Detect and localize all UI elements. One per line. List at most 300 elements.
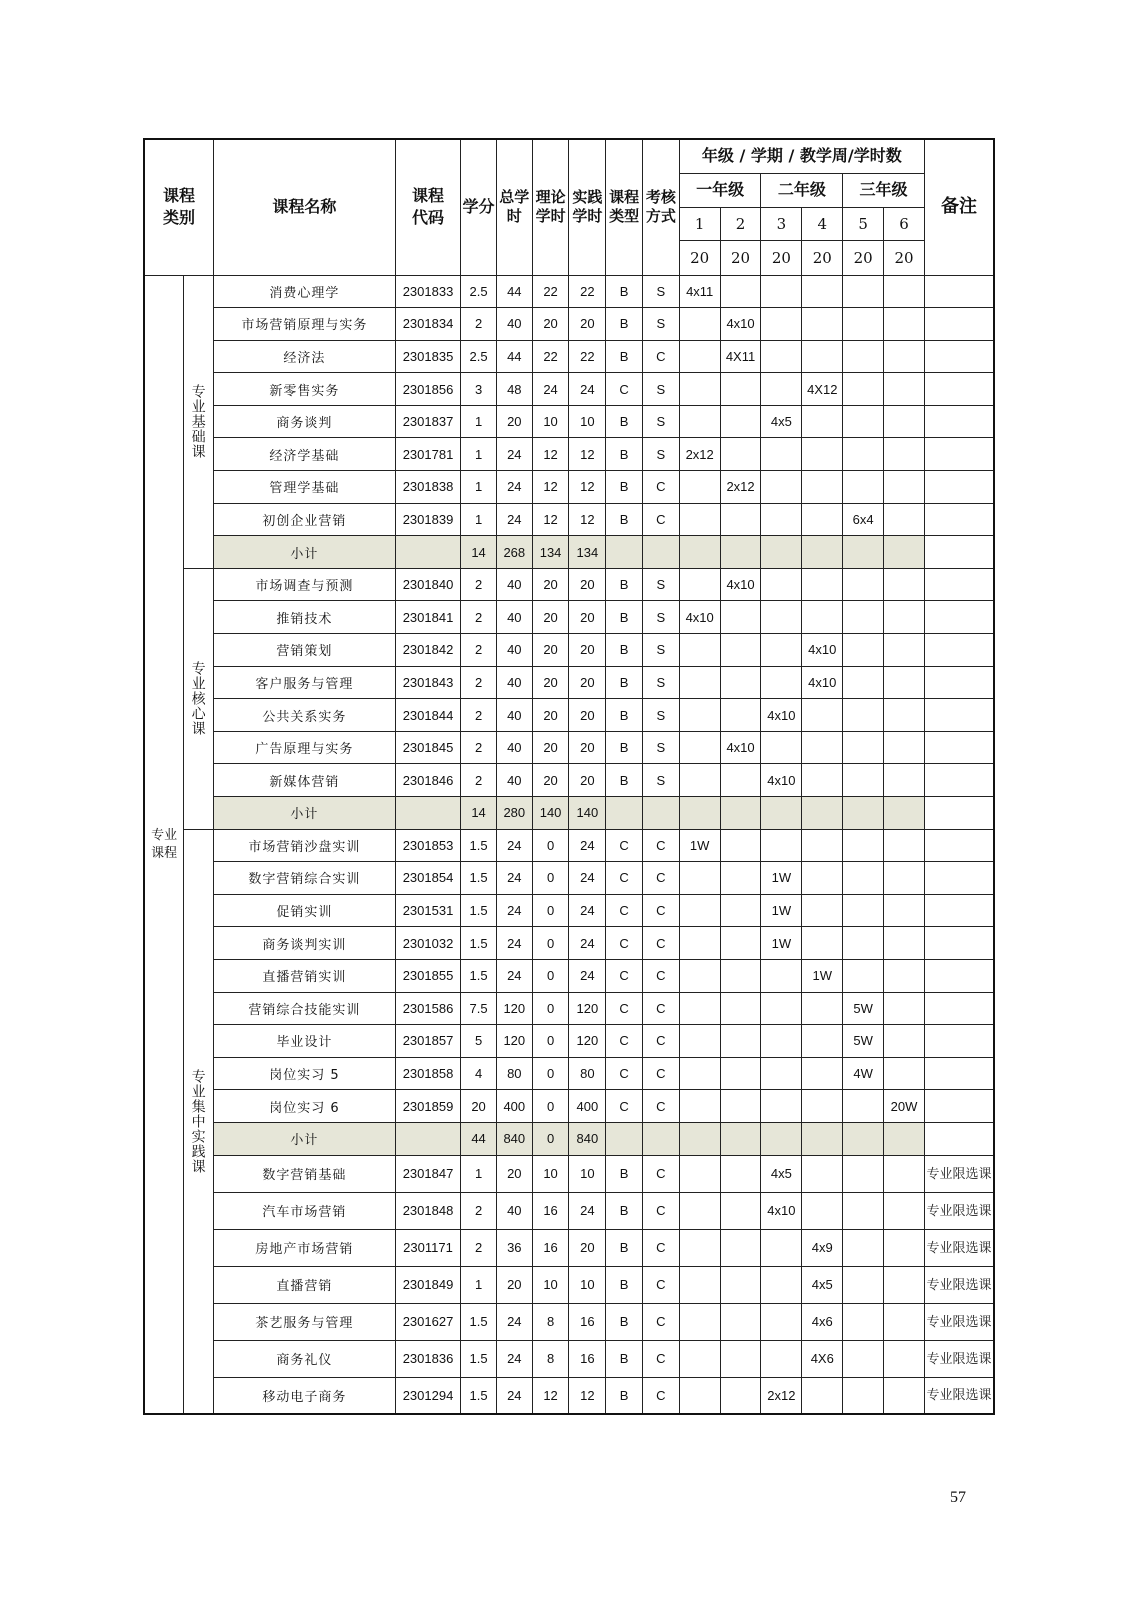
course-name: 商务礼仪 [213,1340,395,1377]
table-row [144,829,994,862]
table-row [144,1340,994,1377]
semester-hours [720,894,761,927]
semester-hours [761,1266,802,1303]
course-practice-hours: 20 [569,764,606,797]
semester-hours: 4x10 [802,666,843,699]
semester-hours [761,471,802,504]
course-type: C [606,829,643,862]
course-assessment: C [642,1090,679,1123]
subtotal-label: 小计 [213,1122,395,1155]
course-remark [924,666,994,699]
course-practice-hours: 400 [569,1090,606,1123]
table-row [144,1025,994,1058]
semester-hours [884,373,925,406]
header-row-1 [144,139,994,173]
semester-hours [720,1377,761,1414]
course-assessment: S [642,405,679,438]
course-theory-hours: 0 [532,992,569,1025]
course-credit: 2 [461,308,497,341]
table-row [144,405,994,438]
subtotal-practice-hours: 134 [569,536,606,569]
semester-hours [843,894,884,927]
course-total-hours: 24 [496,959,532,992]
semester-hours [884,1266,925,1303]
course-remark [924,894,994,927]
course-code: 2301856 [395,373,460,406]
course-type: B [606,340,643,373]
course-assessment: S [642,666,679,699]
semester-hours [843,634,884,667]
course-theory-hours: 12 [532,503,569,536]
course-total-hours: 40 [496,731,532,764]
course-theory-hours: 22 [532,275,569,308]
course-type: B [606,1229,643,1266]
page-number: 57 [950,1489,966,1506]
course-total-hours: 40 [496,699,532,732]
semester-hours [679,1229,720,1266]
subtotal-row [144,797,994,830]
course-name: 市场营销沙盘实训 [213,829,395,862]
subtotal-theory-hours: 134 [532,536,569,569]
semester-hours [843,308,884,341]
semester-hours [843,959,884,992]
semester-hours [884,862,925,895]
course-remark [924,829,994,862]
course-code: 2301833 [395,275,460,308]
semester-hours [679,862,720,895]
course-practice-hours: 20 [569,634,606,667]
header-schedule-title: 年级 / 学期 / 教学周/学时数 [679,139,924,173]
course-remark [924,568,994,601]
semester-hours [679,1057,720,1090]
subtotal-practice-hours: 140 [569,797,606,830]
course-total-hours: 80 [496,1057,532,1090]
course-practice-hours: 20 [569,308,606,341]
semester-hours: 4X12 [802,373,843,406]
semester-hours [761,666,802,699]
header-weeks: 20 [884,240,925,275]
semester-hours [884,308,925,341]
subtotal-theory-hours: 0 [532,1122,569,1155]
table-row [144,568,994,601]
course-code: 2301032 [395,927,460,960]
table-row [144,1266,994,1303]
subtotal-empty [802,1122,843,1155]
subtotal-code [395,797,460,830]
semester-hours [884,1057,925,1090]
course-type: B [606,275,643,308]
semester-hours [843,1377,884,1414]
outer-category: 专业 课程 [144,275,184,1414]
course-total-hours: 24 [496,471,532,504]
course-name: 岗位实习 6 [213,1090,395,1123]
course-total-hours: 24 [496,927,532,960]
semester-hours [884,992,925,1025]
semester-hours [679,340,720,373]
course-code: 2301841 [395,601,460,634]
course-remark [924,1057,994,1090]
course-theory-hours: 0 [532,862,569,895]
course-remark [924,373,994,406]
semester-hours [679,894,720,927]
course-credit: 1 [461,405,497,438]
course-assessment: C [642,1057,679,1090]
course-type: B [606,634,643,667]
course-practice-hours: 120 [569,992,606,1025]
header-semester: 1 [679,207,720,240]
semester-hours [884,731,925,764]
subtotal-empty [884,797,925,830]
semester-hours [720,862,761,895]
course-remark [924,862,994,895]
course-type: C [606,959,643,992]
course-credit: 2 [461,568,497,601]
header-semester: 5 [843,207,884,240]
course-remark [924,731,994,764]
semester-hours [884,699,925,732]
semester-hours [761,568,802,601]
course-practice-hours: 16 [569,1303,606,1340]
course-credit: 1 [461,1266,497,1303]
semester-hours: 4X6 [802,1340,843,1377]
semester-hours [802,471,843,504]
semester-hours [802,340,843,373]
course-assessment: C [642,1303,679,1340]
table-row [144,308,994,341]
course-assessment: C [642,503,679,536]
header-course-name: 课程名称 [213,139,395,275]
table-row [144,959,994,992]
semester-hours: 4x10 [761,1192,802,1229]
course-name: 广告原理与实务 [213,731,395,764]
course-practice-hours: 20 [569,1229,606,1266]
table-row [144,471,994,504]
semester-hours [720,1266,761,1303]
header-grade: 一年级 [679,173,761,207]
course-total-hours: 40 [496,634,532,667]
subtotal-credit: 44 [461,1122,497,1155]
semester-hours [802,1155,843,1192]
semester-hours [802,764,843,797]
semester-hours: 4x5 [761,1155,802,1192]
course-name: 移动电子商务 [213,1377,395,1414]
course-remark: 专业限选课 [924,1377,994,1414]
course-theory-hours: 12 [532,1377,569,1414]
semester-hours [761,438,802,471]
table-row [144,862,994,895]
semester-hours [843,405,884,438]
semester-hours: 1W [761,927,802,960]
semester-hours [843,1229,884,1266]
semester-hours [884,1155,925,1192]
semester-hours [720,405,761,438]
semester-hours [843,471,884,504]
course-type: B [606,568,643,601]
semester-hours [720,1192,761,1229]
course-remark [924,275,994,308]
semester-hours [761,275,802,308]
subtotal-total-hours: 840 [496,1122,532,1155]
semester-hours [679,308,720,341]
semester-hours [802,992,843,1025]
course-total-hours: 24 [496,1377,532,1414]
semester-hours: 4x10 [761,764,802,797]
subtotal-theory-hours: 140 [532,797,569,830]
semester-hours [802,862,843,895]
course-assessment: C [642,1192,679,1229]
semester-hours [761,992,802,1025]
course-theory-hours: 20 [532,699,569,732]
course-practice-hours: 24 [569,373,606,406]
header-theory-hours: 理论 学时 [532,139,569,275]
semester-hours: 5W [843,1025,884,1058]
header-practice-hours: 实践 学时 [569,139,606,275]
semester-hours [802,894,843,927]
course-type: B [606,666,643,699]
course-total-hours: 44 [496,340,532,373]
course-practice-hours: 10 [569,1155,606,1192]
group-category [184,568,214,829]
course-theory-hours: 0 [532,959,569,992]
course-code: 2301844 [395,699,460,732]
semester-hours [884,1229,925,1266]
course-name: 推销技术 [213,601,395,634]
course-practice-hours: 12 [569,503,606,536]
course-remark [924,927,994,960]
semester-hours: 5W [843,992,884,1025]
semester-hours [679,634,720,667]
course-remark [924,959,994,992]
course-practice-hours: 24 [569,862,606,895]
course-credit: 2 [461,764,497,797]
semester-hours: 4x6 [802,1303,843,1340]
course-name: 经济学基础 [213,438,395,471]
course-credit: 1.5 [461,1340,497,1377]
semester-hours [802,699,843,732]
semester-hours [843,275,884,308]
course-assessment: C [642,1025,679,1058]
table-row [144,1229,994,1266]
semester-hours: 4x10 [679,601,720,634]
course-type: B [606,1155,643,1192]
semester-hours [843,1303,884,1340]
semester-hours: 2x12 [679,438,720,471]
course-type: B [606,1340,643,1377]
course-total-hours: 40 [496,308,532,341]
group-category [184,829,214,1414]
semester-hours [884,1303,925,1340]
subtotal-empty [884,536,925,569]
course-credit: 2 [461,634,497,667]
header-remarks: 备注 [924,139,994,275]
course-code: 2301839 [395,503,460,536]
course-assessment: C [642,1377,679,1414]
course-name: 茶艺服务与管理 [213,1303,395,1340]
course-credit: 20 [461,1090,497,1123]
semester-hours [884,503,925,536]
semester-hours [679,1340,720,1377]
table-row [144,1090,994,1123]
course-remark [924,699,994,732]
semester-hours [761,308,802,341]
course-assessment: S [642,373,679,406]
course-type: C [606,1057,643,1090]
semester-hours [843,862,884,895]
course-total-hours: 48 [496,373,532,406]
subtotal-row [144,1122,994,1155]
course-practice-hours: 10 [569,405,606,438]
semester-hours [884,666,925,699]
course-remark: 专业限选课 [924,1266,994,1303]
semester-hours [761,1340,802,1377]
subtotal-empty [720,1122,761,1155]
subtotal-empty [720,797,761,830]
course-practice-hours: 22 [569,275,606,308]
course-practice-hours: 80 [569,1057,606,1090]
semester-hours [843,1340,884,1377]
table-row [144,1303,994,1340]
course-theory-hours: 0 [532,1025,569,1058]
header-grade: 三年级 [843,173,925,207]
course-remark: 专业限选课 [924,1229,994,1266]
course-total-hours: 44 [496,275,532,308]
subtotal-empty [679,536,720,569]
table-row [144,438,994,471]
semester-hours [843,438,884,471]
subtotal-empty [802,797,843,830]
course-type: B [606,1303,643,1340]
course-type: B [606,699,643,732]
semester-hours [802,405,843,438]
course-credit: 1.5 [461,829,497,862]
course-theory-hours: 10 [532,1266,569,1303]
course-credit: 4 [461,1057,497,1090]
course-name: 市场营销原理与实务 [213,308,395,341]
semester-hours [720,764,761,797]
course-name: 公共关系实务 [213,699,395,732]
semester-hours: 4x10 [720,568,761,601]
course-code: 2301835 [395,340,460,373]
course-theory-hours: 10 [532,405,569,438]
course-credit: 1 [461,471,497,504]
semester-hours [884,601,925,634]
semester-hours: 1W [761,862,802,895]
semester-hours [802,1025,843,1058]
semester-hours [884,927,925,960]
course-code: 2301586 [395,992,460,1025]
semester-hours [843,764,884,797]
course-total-hours: 24 [496,862,532,895]
semester-hours [884,438,925,471]
course-practice-hours: 20 [569,666,606,699]
subtotal-empty [679,1122,720,1155]
course-total-hours: 40 [496,666,532,699]
course-remark [924,471,994,504]
semester-hours: 1W [802,959,843,992]
course-theory-hours: 0 [532,1090,569,1123]
course-name: 商务谈判实训 [213,927,395,960]
subtotal-empty [884,1122,925,1155]
course-assessment: C [642,894,679,927]
table-row [144,1377,994,1414]
course-credit: 1.5 [461,1377,497,1414]
course-type: C [606,1090,643,1123]
semester-hours [720,1303,761,1340]
course-practice-hours: 22 [569,340,606,373]
course-assessment: C [642,471,679,504]
semester-hours [761,373,802,406]
semester-hours [679,699,720,732]
header-semester: 2 [720,207,761,240]
semester-hours [761,829,802,862]
subtotal-empty [606,1122,643,1155]
semester-hours [802,438,843,471]
semester-hours [884,1192,925,1229]
course-type: C [606,894,643,927]
course-assessment: C [642,340,679,373]
course-theory-hours: 20 [532,666,569,699]
header-weeks: 20 [720,240,761,275]
course-remark [924,340,994,373]
header-weeks: 20 [679,240,720,275]
semester-hours [679,1090,720,1123]
course-code: 2301847 [395,1155,460,1192]
course-credit: 7.5 [461,992,497,1025]
semester-hours: 4x10 [761,699,802,732]
course-remark [924,405,994,438]
semester-hours [679,373,720,406]
semester-hours [843,1155,884,1192]
subtotal-empty [720,536,761,569]
table-row [144,666,994,699]
semester-hours: 4x11 [679,275,720,308]
course-practice-hours: 120 [569,1025,606,1058]
semester-hours: 4x5 [761,405,802,438]
course-credit: 2 [461,731,497,764]
subtotal-empty [843,536,884,569]
subtotal-empty [761,1122,802,1155]
course-total-hours: 24 [496,1303,532,1340]
course-remark [924,308,994,341]
subtotal-empty [802,536,843,569]
course-total-hours: 20 [496,405,532,438]
semester-hours [802,1377,843,1414]
course-name: 客户服务与管理 [213,666,395,699]
course-code: 2301171 [395,1229,460,1266]
course-assessment: S [642,731,679,764]
header-course-code: 课程 代码 [395,139,460,275]
semester-hours [761,1090,802,1123]
course-code: 2301843 [395,666,460,699]
subtotal-empty [843,797,884,830]
course-total-hours: 20 [496,1266,532,1303]
table-row [144,601,994,634]
group-category [184,275,214,568]
header-weeks: 20 [843,240,884,275]
course-theory-hours: 12 [532,471,569,504]
table-row [144,1192,994,1229]
semester-hours [720,1025,761,1058]
subtotal-empty [642,1122,679,1155]
semester-hours [802,308,843,341]
course-credit: 2 [461,666,497,699]
semester-hours [720,1155,761,1192]
course-practice-hours: 20 [569,601,606,634]
semester-hours [843,699,884,732]
course-assessment: S [642,601,679,634]
course-credit: 3 [461,373,497,406]
semester-hours [761,959,802,992]
